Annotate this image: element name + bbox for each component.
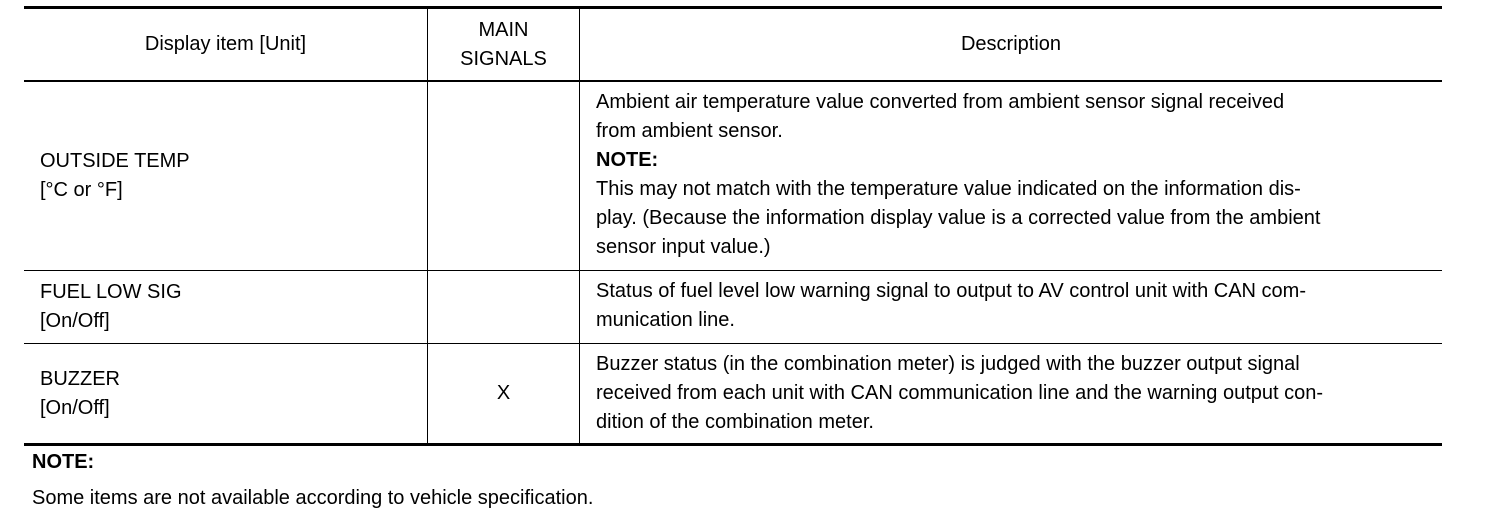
main-signal-cell [428,82,580,270]
display-item-cell [24,82,428,270]
table-header-row [24,9,1442,82]
description-line: received from each unit with CAN communication line and the warning output con- [596,382,1324,404]
description-line: Status of fuel level low warning signal to output to AV control unit with CAN com- [596,280,1306,302]
description-cell [580,271,1442,343]
footer-note-text: Some items are not available according to vehicle specification. [32,487,594,509]
description-note-line: sensor input value.) [596,236,771,258]
display-item-name: FUEL LOW SIG [40,281,182,303]
main-signal-cell [428,271,580,343]
display-item-name: OUTSIDE TEMP [40,150,190,172]
display-item-cell [24,271,428,343]
header-main-signals-line1: MAIN [478,18,529,41]
description-cell [580,344,1442,443]
footer-note [32,448,593,513]
display-item-unit: [°C or °F] [40,179,123,201]
display-item-unit: [On/Off] [40,396,110,419]
header-display-item [24,9,428,80]
table-row [24,82,1442,271]
display-item-unit: [On/Off] [40,310,110,332]
header-description-label: Description [960,33,1062,55]
description-cell [580,82,1442,270]
description-line: Buzzer status (in the combination meter) is judged with the buzzer output signal [596,353,1300,375]
main-signal-value: X [496,382,511,404]
header-main-signals-line2: SIGNALS [460,47,547,70]
description-line: dition of the combination meter. [596,411,874,433]
description-note-line: This may not match with the temperature value indicated on the information dis- [596,178,1301,200]
footer-note-label: NOTE: [32,451,95,473]
table-row [24,271,1442,344]
main-signal-cell [428,344,580,443]
header-main-signals [428,9,580,80]
header-display-item-label: Display item [Unit] [144,33,307,55]
display-items-table [24,6,1442,446]
display-item-cell [24,344,428,443]
table-row [24,344,1442,443]
description-line: from ambient sensor. [596,120,783,142]
header-description [580,9,1442,80]
display-item-name: BUZZER [40,367,120,390]
description-line: munication line. [596,309,735,331]
description-note-line: play. (Because the information display value is a corrected value from the ambient [596,207,1321,229]
description-line: Ambient air temperature value converted from ambient sensor signal received [596,91,1285,113]
description-note-label: NOTE: [596,149,659,171]
